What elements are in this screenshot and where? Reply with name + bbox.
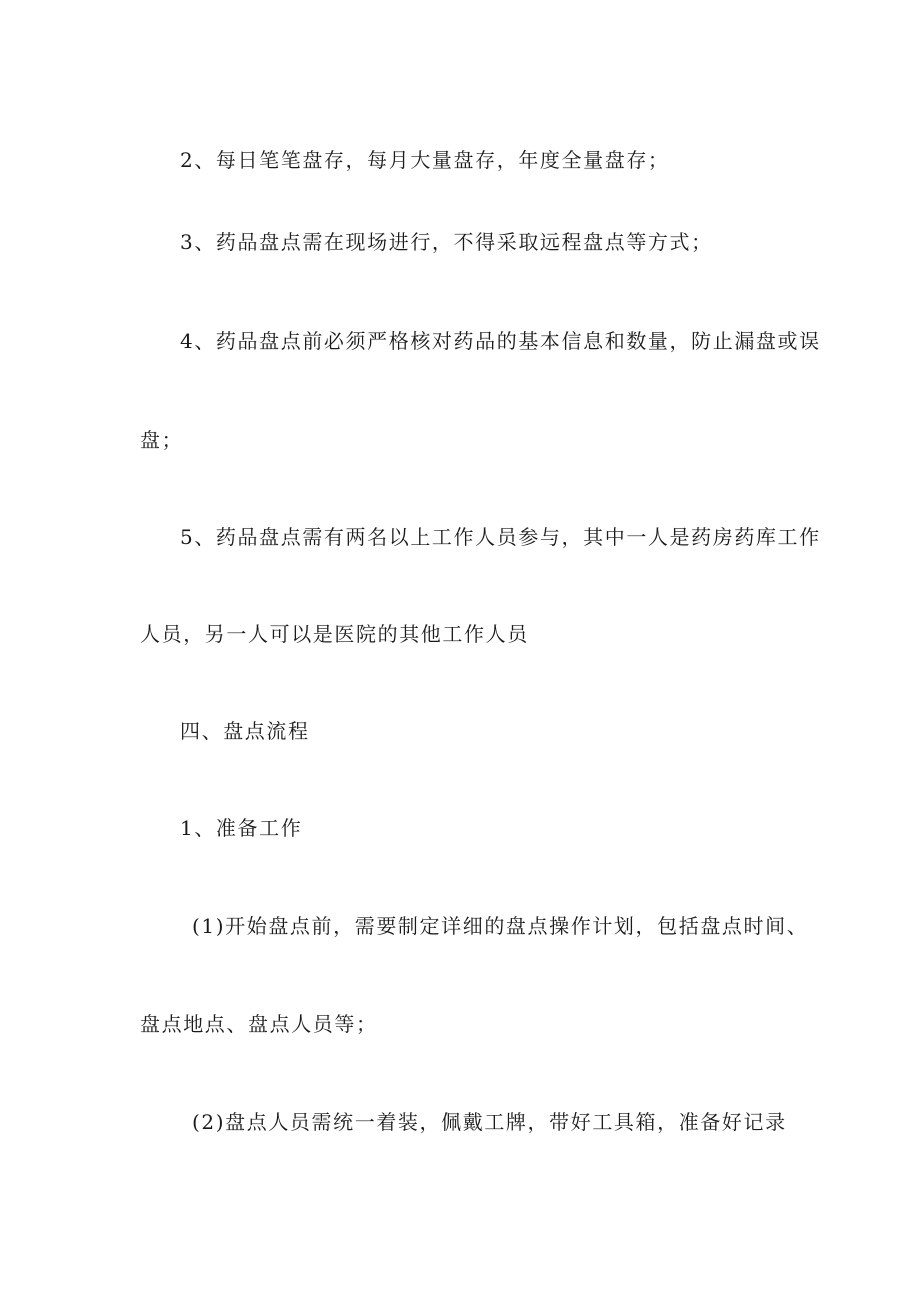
paragraph-rule-4: 4、药品盘点前必须严格核对药品的基本信息和数量，防止漏盘或误 (180, 329, 821, 353)
paragraph-step-1: (1)开始盘点前，需要制定详细的盘点操作计划，包括盘点时间、 (192, 914, 809, 938)
paragraph-rule-5: 5、药品盘点需有两名以上工作人员参与，其中一人是药房药库工作 (180, 525, 821, 549)
paragraph-step-2: (2)盘点人员需统一着装，佩戴工牌，带好工具箱，准备好记录 (192, 1110, 787, 1134)
section-heading: 四、盘点流程 (180, 719, 310, 743)
paragraph-rule-5-continuation: 人员，另一人可以是医院的其他工作人员 (140, 622, 529, 646)
subsection-heading: 1、准备工作 (180, 816, 303, 840)
paragraph-step-1-continuation: 盘点地点、盘点人员等； (140, 1012, 378, 1036)
paragraph-rule-3: 3、药品盘点需在现场进行，不得采取远程盘点等方式； (180, 230, 713, 254)
paragraph-rule-4-continuation: 盘； (140, 428, 184, 452)
paragraph-rule-2: 2、每日笔笔盘存，每月大量盘存，年度全量盘存； (180, 148, 670, 172)
